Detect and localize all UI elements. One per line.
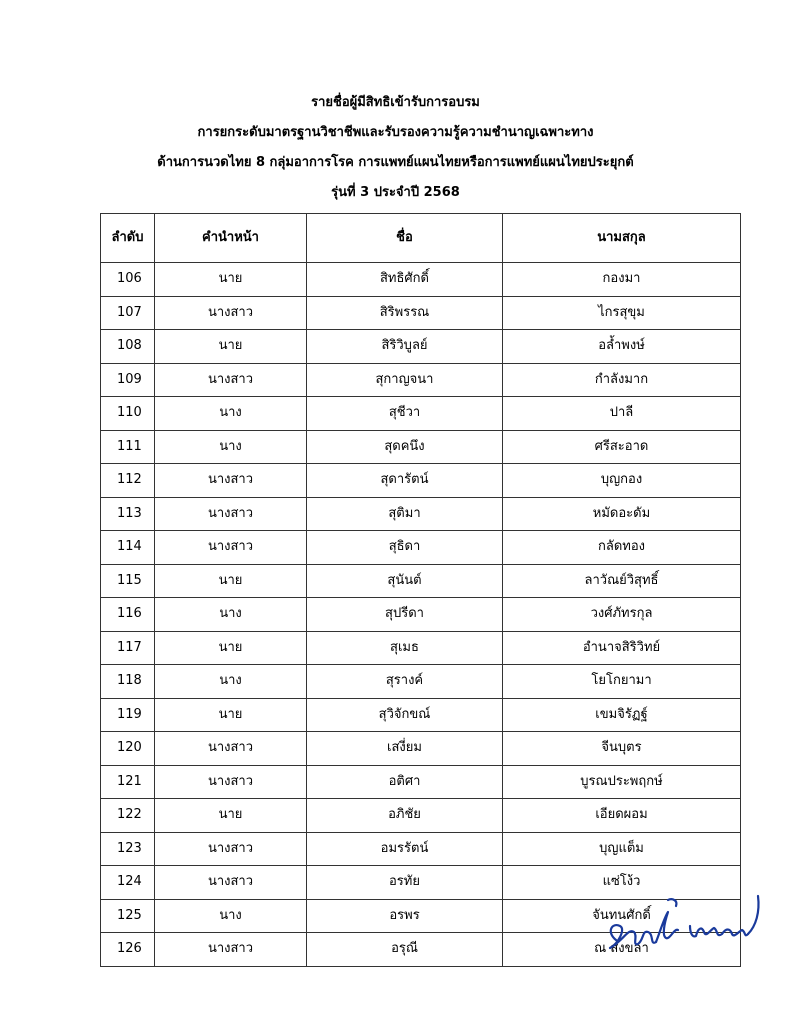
document-header bbox=[0, 88, 791, 208]
cell-last-name: หมัดอะดัม bbox=[503, 497, 741, 531]
cell-first-name: อรุณี bbox=[307, 933, 503, 967]
cell-last-name: กำลังมาก bbox=[503, 363, 741, 397]
cell-number: 112 bbox=[101, 464, 155, 498]
table-row bbox=[101, 497, 741, 531]
cell-number: 110 bbox=[101, 397, 155, 431]
cell-number: 113 bbox=[101, 497, 155, 531]
table-header-row bbox=[101, 214, 741, 263]
cell-number: 111 bbox=[101, 430, 155, 464]
cell-last-name: แซ่โง้ว bbox=[503, 866, 741, 900]
table-row bbox=[101, 598, 741, 632]
document-batch: รุ่นที่ 3 ประจำปี 2568 bbox=[331, 185, 460, 200]
cell-number: 116 bbox=[101, 598, 155, 632]
cell-number: 118 bbox=[101, 665, 155, 699]
column-header-title: คำนำหน้า bbox=[155, 214, 307, 263]
cell-first-name: สุวิจักขณ์ bbox=[307, 698, 503, 732]
cell-last-name: วงศ์ภัทรกุล bbox=[503, 598, 741, 632]
cell-title: นางสาว bbox=[155, 531, 307, 565]
table-row bbox=[101, 631, 741, 665]
cell-first-name: สุกาญจนา bbox=[307, 363, 503, 397]
cell-title: นางสาว bbox=[155, 933, 307, 967]
cell-title: นางสาว bbox=[155, 296, 307, 330]
table-row bbox=[101, 330, 741, 364]
cell-number: 114 bbox=[101, 531, 155, 565]
cell-title: นาง bbox=[155, 665, 307, 699]
cell-last-name: กองมา bbox=[503, 263, 741, 297]
table-row bbox=[101, 296, 741, 330]
cell-title: นางสาว bbox=[155, 732, 307, 766]
table-row bbox=[101, 430, 741, 464]
cell-last-name: บุญแต็ม bbox=[503, 832, 741, 866]
cell-number: 115 bbox=[101, 564, 155, 598]
cell-number: 120 bbox=[101, 732, 155, 766]
document-subtitle: การยกระดับมาตรฐานวิชาชีพและรับรองความรู้ความชำนาญเฉพาะทาง bbox=[197, 125, 594, 140]
table-row bbox=[101, 765, 741, 799]
cell-last-name: ณ สงขลา bbox=[503, 933, 741, 967]
cell-last-name: ศรีสะอาด bbox=[503, 430, 741, 464]
table-body bbox=[101, 263, 741, 967]
column-header-first-name: ชื่อ bbox=[307, 214, 503, 263]
table-row bbox=[101, 363, 741, 397]
column-header-last-name: นามสกุล bbox=[503, 214, 741, 263]
table-row bbox=[101, 698, 741, 732]
table-row bbox=[101, 799, 741, 833]
table-row bbox=[101, 464, 741, 498]
cell-first-name: สุดคนึง bbox=[307, 430, 503, 464]
cell-last-name: ปาลี bbox=[503, 397, 741, 431]
cell-number: 117 bbox=[101, 631, 155, 665]
cell-number: 126 bbox=[101, 933, 155, 967]
cell-title: นางสาว bbox=[155, 765, 307, 799]
cell-title: นางสาว bbox=[155, 464, 307, 498]
cell-last-name: อำนาจสิริวิทย์ bbox=[503, 631, 741, 665]
cell-last-name: โยโกยามา bbox=[503, 665, 741, 699]
cell-number: 108 bbox=[101, 330, 155, 364]
column-header-number: ลำดับ bbox=[101, 214, 155, 263]
cell-first-name: อรพร bbox=[307, 899, 503, 933]
cell-first-name: สุรางค์ bbox=[307, 665, 503, 699]
table-row bbox=[101, 832, 741, 866]
cell-title: นาย bbox=[155, 263, 307, 297]
cell-last-name: อล้ำพงษ์ bbox=[503, 330, 741, 364]
cell-first-name: สุดารัตน์ bbox=[307, 464, 503, 498]
cell-first-name: เสงี่ยม bbox=[307, 732, 503, 766]
cell-first-name: อรทัย bbox=[307, 866, 503, 900]
cell-title: นาย bbox=[155, 799, 307, 833]
cell-first-name: อภิชัย bbox=[307, 799, 503, 833]
cell-last-name: บูรณประพฤกษ์ bbox=[503, 765, 741, 799]
cell-first-name: สุปรีดา bbox=[307, 598, 503, 632]
cell-last-name: จันทนศักดิ์ bbox=[503, 899, 741, 933]
participant-table bbox=[100, 213, 741, 967]
cell-last-name: กลัดทอง bbox=[503, 531, 741, 565]
cell-last-name: บุญกอง bbox=[503, 464, 741, 498]
table-row bbox=[101, 564, 741, 598]
cell-number: 121 bbox=[101, 765, 155, 799]
cell-first-name: สิทธิศักดิ์ bbox=[307, 263, 503, 297]
cell-first-name: สุธิดา bbox=[307, 531, 503, 565]
cell-first-name: สิริวิบูลย์ bbox=[307, 330, 503, 364]
table-row bbox=[101, 397, 741, 431]
cell-first-name: อติศา bbox=[307, 765, 503, 799]
cell-first-name: สุชีวา bbox=[307, 397, 503, 431]
table-row bbox=[101, 263, 741, 297]
cell-first-name: สุเมธ bbox=[307, 631, 503, 665]
cell-last-name: ไกรสุขุม bbox=[503, 296, 741, 330]
cell-title: นางสาว bbox=[155, 832, 307, 866]
table-row bbox=[101, 531, 741, 565]
cell-title: นาง bbox=[155, 397, 307, 431]
cell-number: 107 bbox=[101, 296, 155, 330]
table-row bbox=[101, 732, 741, 766]
document-title: รายชื่อผู้มีสิทธิเข้ารับการอบรม bbox=[311, 95, 480, 110]
cell-title: นางสาว bbox=[155, 866, 307, 900]
cell-number: 125 bbox=[101, 899, 155, 933]
cell-number: 109 bbox=[101, 363, 155, 397]
cell-first-name: สิริพรรณ bbox=[307, 296, 503, 330]
cell-last-name: เขมจิรัฏฐ์ bbox=[503, 698, 741, 732]
cell-number: 106 bbox=[101, 263, 155, 297]
cell-title: นาย bbox=[155, 330, 307, 364]
cell-title: นางสาว bbox=[155, 363, 307, 397]
cell-number: 124 bbox=[101, 866, 155, 900]
document-program: ด้านการนวดไทย 8 กลุ่มอาการโรค การแพทย์แผนไทยหรือการแพทย์แผนไทยประยุกต์ bbox=[157, 155, 634, 170]
table-row bbox=[101, 665, 741, 699]
handwritten-signature bbox=[598, 888, 768, 958]
cell-first-name: สุนันต์ bbox=[307, 564, 503, 598]
cell-number: 119 bbox=[101, 698, 155, 732]
cell-number: 123 bbox=[101, 832, 155, 866]
cell-last-name: เอียดผอม bbox=[503, 799, 741, 833]
cell-title: นาง bbox=[155, 899, 307, 933]
cell-title: นางสาว bbox=[155, 497, 307, 531]
cell-first-name: สุติมา bbox=[307, 497, 503, 531]
cell-last-name: จีนบุตร bbox=[503, 732, 741, 766]
cell-title: นาย bbox=[155, 564, 307, 598]
cell-title: นาง bbox=[155, 598, 307, 632]
cell-first-name: อมรรัตน์ bbox=[307, 832, 503, 866]
cell-last-name: ลาวัณย์วิสุทธิ์ bbox=[503, 564, 741, 598]
cell-title: นาง bbox=[155, 430, 307, 464]
cell-title: นาย bbox=[155, 698, 307, 732]
cell-number: 122 bbox=[101, 799, 155, 833]
cell-title: นาย bbox=[155, 631, 307, 665]
